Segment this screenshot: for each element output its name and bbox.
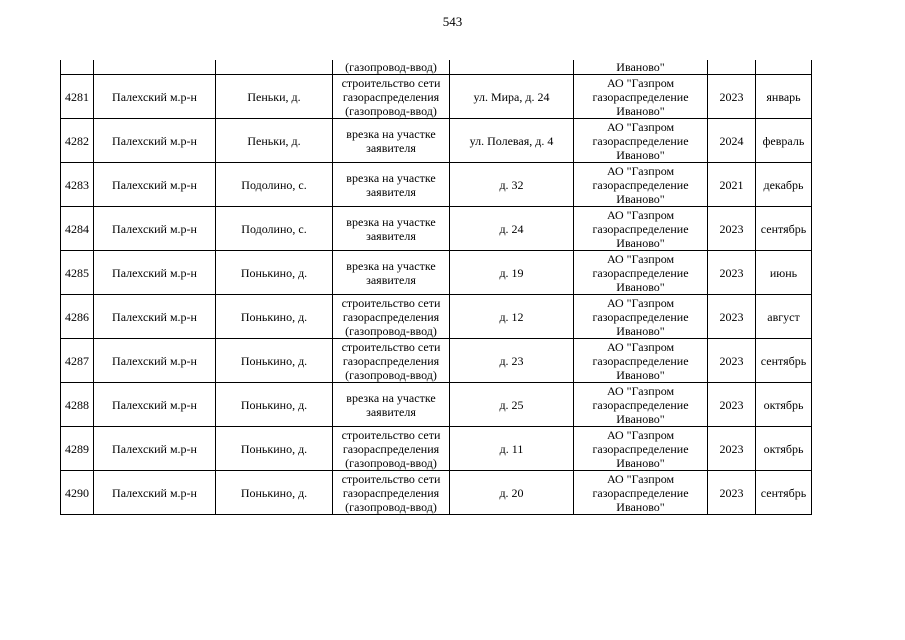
cell-settlement: Подолино, с. (216, 163, 333, 207)
table-row (61, 383, 812, 427)
cell-work-type: врезка на участке заявителя (333, 383, 450, 427)
cell-district: Палехский м.р-н (94, 75, 216, 119)
cell-organization: АО "Газпром газораспределение Иваново" (574, 163, 708, 207)
cell-year (708, 60, 756, 75)
cell-settlement: Понькино, д. (216, 295, 333, 339)
table-row (61, 207, 812, 251)
cell-organization: АО "Газпром газораспределение Иваново" (574, 207, 708, 251)
cell-address: д. 23 (450, 339, 574, 383)
cell-settlement: Пеньки, д. (216, 75, 333, 119)
cell-num (61, 60, 94, 75)
cell-month: июнь (756, 251, 812, 295)
cell-settlement: Понькино, д. (216, 251, 333, 295)
table-row (61, 119, 812, 163)
table-row (61, 339, 812, 383)
cell-month: февраль (756, 119, 812, 163)
cell-address: ул. Мира, д. 24 (450, 75, 574, 119)
cell-address: д. 19 (450, 251, 574, 295)
cell-address: д. 32 (450, 163, 574, 207)
cell-settlement: Понькино, д. (216, 383, 333, 427)
cell-district: Палехский м.р-н (94, 295, 216, 339)
cell-month (756, 60, 812, 75)
cell-settlement: Понькино, д. (216, 427, 333, 471)
cell-num: 4284 (61, 207, 94, 251)
cell-month: август (756, 295, 812, 339)
cell-address: д. 11 (450, 427, 574, 471)
cell-year: 2023 (708, 471, 756, 515)
cell-address: ул. Полевая, д. 4 (450, 119, 574, 163)
cell-work-type: врезка на участке заявителя (333, 207, 450, 251)
cell-organization: АО "Газпром газораспределение Иваново" (574, 119, 708, 163)
cell-year: 2023 (708, 383, 756, 427)
cell-district: Палехский м.р-н (94, 427, 216, 471)
cell-num: 4290 (61, 471, 94, 515)
cell-year: 2023 (708, 339, 756, 383)
cell-year: 2023 (708, 427, 756, 471)
cell-organization: АО "Газпром газораспределение Иваново" (574, 251, 708, 295)
continuation-row (61, 60, 812, 75)
table-row (61, 427, 812, 471)
cell-settlement: Понькино, д. (216, 339, 333, 383)
cell-address: д. 12 (450, 295, 574, 339)
table-row (61, 75, 812, 119)
cell-year: 2023 (708, 207, 756, 251)
page-number: 543 (442, 14, 463, 29)
cell-work-type: (газопровод-ввод) (333, 60, 450, 75)
table-row (61, 251, 812, 295)
table-row (61, 295, 812, 339)
gas-connection-table (60, 60, 812, 515)
cell-organization: АО "Газпром газораспределение Иваново" (574, 471, 708, 515)
table-row (61, 471, 812, 515)
cell-settlement: Понькино, д. (216, 471, 333, 515)
cell-address: д. 25 (450, 383, 574, 427)
cell-month: декабрь (756, 163, 812, 207)
table-body (61, 60, 812, 515)
cell-address: д. 20 (450, 471, 574, 515)
cell-year: 2024 (708, 119, 756, 163)
cell-month: октябрь (756, 383, 812, 427)
cell-work-type: врезка на участке заявителя (333, 163, 450, 207)
cell-work-type: строительство сети газораспределения (газопровод-ввод) (333, 75, 450, 119)
cell-num: 4286 (61, 295, 94, 339)
cell-year: 2023 (708, 251, 756, 295)
cell-work-type: врезка на участке заявителя (333, 251, 450, 295)
cell-address: д. 24 (450, 207, 574, 251)
cell-num: 4285 (61, 251, 94, 295)
cell-address (450, 60, 574, 75)
cell-settlement: Подолино, с. (216, 207, 333, 251)
cell-num: 4283 (61, 163, 94, 207)
cell-month: сентябрь (756, 471, 812, 515)
cell-organization: АО "Газпром газораспределение Иваново" (574, 427, 708, 471)
cell-district: Палехский м.р-н (94, 383, 216, 427)
cell-year: 2023 (708, 75, 756, 119)
cell-work-type: врезка на участке заявителя (333, 119, 450, 163)
cell-year: 2021 (708, 163, 756, 207)
cell-month: январь (756, 75, 812, 119)
cell-num: 4281 (61, 75, 94, 119)
cell-num: 4287 (61, 339, 94, 383)
cell-district: Палехский м.р-н (94, 251, 216, 295)
cell-month: октябрь (756, 427, 812, 471)
cell-num: 4289 (61, 427, 94, 471)
cell-work-type: строительство сети газораспределения (газопровод-ввод) (333, 339, 450, 383)
cell-year: 2023 (708, 295, 756, 339)
cell-organization: Иваново" (574, 60, 708, 75)
cell-district: Палехский м.р-н (94, 471, 216, 515)
cell-district (94, 60, 216, 75)
cell-work-type: строительство сети газораспределения (газопровод-ввод) (333, 295, 450, 339)
cell-organization: АО "Газпром газораспределение Иваново" (574, 383, 708, 427)
cell-work-type: строительство сети газораспределения (газопровод-ввод) (333, 471, 450, 515)
cell-district: Палехский м.р-н (94, 207, 216, 251)
table-row (61, 163, 812, 207)
cell-work-type: строительство сети газораспределения (газопровод-ввод) (333, 427, 450, 471)
cell-month: сентябрь (756, 339, 812, 383)
cell-district: Палехский м.р-н (94, 339, 216, 383)
cell-organization: АО "Газпром газораспределение Иваново" (574, 75, 708, 119)
cell-district: Палехский м.р-н (94, 119, 216, 163)
cell-month: сентябрь (756, 207, 812, 251)
cell-settlement (216, 60, 333, 75)
cell-settlement: Пеньки, д. (216, 119, 333, 163)
cell-district: Палехский м.р-н (94, 163, 216, 207)
cell-organization: АО "Газпром газораспределение Иваново" (574, 295, 708, 339)
cell-num: 4282 (61, 119, 94, 163)
cell-organization: АО "Газпром газораспределение Иваново" (574, 339, 708, 383)
cell-num: 4288 (61, 383, 94, 427)
